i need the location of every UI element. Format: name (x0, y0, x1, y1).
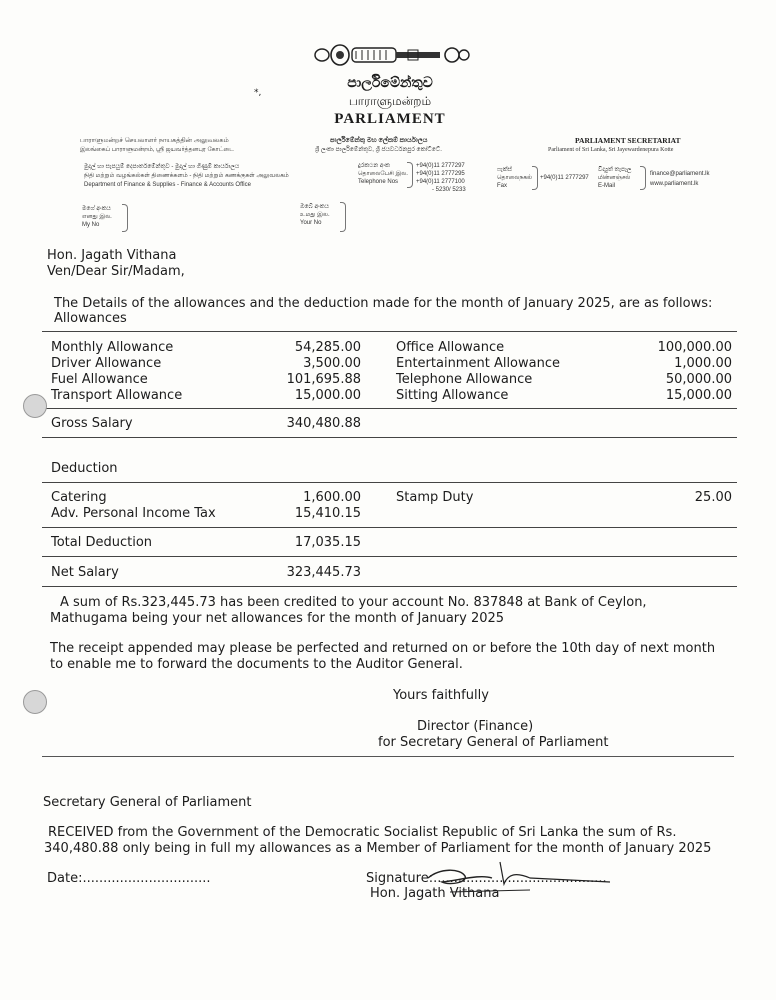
signatory-for-line: for Secretary General of Parliament (378, 735, 609, 750)
signature-field[interactable]: Signature:.......................................... (366, 871, 607, 886)
secretariat-sinhala-line1: පාර්ලිමේන්තු මහ ලේකම් කාර්යාලය (330, 137, 428, 144)
email-label-block: විද්‍යුත් තැපෑල மின்னஞ்சல் E-Mail (598, 167, 632, 189)
secretariat-english-line2: Parliament of Sri Lanka, Sri Jayewardenepura Kotte (548, 147, 674, 153)
fax-label-block: ෆැක්ස් தொலைநகல் Fax (497, 167, 533, 189)
department-line2: நிதி மற்றும் வழங்கல்கள் திணைக்களம் - நிதி மற்றும் கணக்குகள் அலுவலகம் (84, 173, 289, 179)
intro-text: The Details of the allowances and the deduction made for the month of January 2025, are as follows: (54, 296, 713, 311)
deduction-row: Catering 1,600.00 (51, 490, 361, 505)
allowance-row: Telephone Allowance 50,000.00 (396, 372, 732, 387)
allowance-row: Entertainment Allowance 1,000.00 (396, 356, 732, 371)
credit-paragraph: A sum of Rs.323,445.73 has been credited to your account No. 837848 at Bank of Ceylon, Mathugama being your net allowances for the month of January 2025 (50, 595, 647, 626)
receipt-instruction-paragraph: The receipt appended may please be perfected and returned on or before the 10th day of next month to enable me to forward the documents to the Auditor General. (50, 641, 716, 672)
rule-after-deductions (42, 527, 737, 528)
deduction-row: Stamp Duty 25.00 (396, 490, 732, 505)
gross-salary-row: Gross Salary 340,480.88 (51, 416, 361, 431)
rule-after-allowances (42, 408, 737, 409)
salutation: Ven/Dear Sir/Madam, (47, 264, 185, 279)
my-number-brace (122, 204, 128, 232)
rule-after-net (42, 586, 737, 587)
secretariat-english-line1: PARLIAMENT SECRETARIAT (575, 136, 681, 145)
rule-separator-receipt (42, 756, 734, 757)
punch-hole-bottom (23, 690, 47, 714)
deduction-left-list (51, 490, 361, 522)
allowance-row: Monthly Allowance 54,285.00 (51, 340, 361, 355)
total-deduction-row: Total Deduction 17,035.15 (51, 535, 361, 550)
deduction-row: Adv. Personal Income Tax 15,410.15 (51, 506, 361, 521)
allowance-row: Office Allowance 100,000.00 (396, 340, 732, 355)
website: www.parliament.lk (650, 181, 699, 187)
punch-hole-top (23, 394, 47, 418)
fax-number: +94(0)11 2777297 (540, 175, 589, 181)
rule-top (42, 331, 737, 332)
secretariat-sinhala-line2: ශ්‍රී ලංකා පාර්ලිමේන්තුව, ශ්‍රී ජයවර්ධනපුර කෝට්ටේ. (315, 147, 442, 153)
rule-after-gross (42, 437, 737, 438)
my-number-block: මගේ අංකය எனது இல. My No (82, 206, 112, 228)
allowances-right-list (396, 340, 732, 404)
allowance-row: Fuel Allowance 101,695.88 (51, 372, 361, 387)
small-mark: *, (254, 88, 262, 98)
deduction-right-list (396, 490, 732, 506)
telephone-label-block: දුරකථන අංක தொலைபேசி இல. Telephone Nos (358, 163, 408, 185)
deduction-heading: Deduction (51, 461, 118, 476)
allowances-heading: Allowances (54, 311, 127, 326)
handwritten-signature (420, 860, 620, 896)
parliament-mace-emblem (312, 42, 472, 68)
signer-name: Hon. Jagath Vithana (370, 886, 500, 901)
title-sinhala: පාර්ලිමේන්තුව (347, 75, 433, 91)
secretariat-tamil-line1: பாராளுமன்றச் செயலாளர் நாயகத்தின் அலுவலகம் (80, 137, 229, 144)
department-line1: මුදල් හා සැපයුම් දෙපාර්තමේන්තුව - මුදල් හා ගිණුම් කාර්යාලය (84, 164, 240, 170)
telephone-brace (407, 162, 413, 188)
allowances-left-list (51, 340, 361, 404)
rule-after-total (42, 556, 737, 557)
email-address: finance@parliament.lk (650, 171, 710, 177)
email-brace (640, 166, 646, 190)
addressee: Hon. Jagath Vithana (47, 248, 177, 263)
allowance-row: Transport Allowance 15,000.00 (51, 388, 361, 403)
your-number-brace (340, 202, 346, 232)
secretariat-tamil-line2: இலங்கைப் பாராளுமன்றம், ஸ்ரீ ஜயவர்த்தனபுர கோட்டை (80, 147, 235, 153)
net-salary-row: Net Salary 323,445.73 (51, 565, 361, 580)
telephone-numbers: +94(0)11 2777297 +94(0)11 2777295 +94(0)11 2777100 - 5230/ 5233 (416, 163, 466, 193)
receipt-statement: RECEIVED from the Government of the Democratic Socialist Republic of Sri Lanka the sum of Rs. 340,480.88 only being in full my allowances as a Member of Parliament for the month of January 2025 (44, 825, 712, 856)
department-line3: Department of Finance & Supplies - Finance & Accounts Office (84, 182, 251, 188)
signatory-title: Director (Finance) (417, 719, 534, 734)
date-field[interactable]: Date:............................... (47, 871, 211, 886)
your-number-block: ඔබේ අංකය உமது இல. Your No (300, 204, 330, 226)
yours-faithfully: Yours faithfully (393, 688, 489, 703)
rule-after-deduction-heading (42, 482, 737, 483)
title-english: PARLIAMENT (334, 111, 446, 127)
allowance-row: Driver Allowance 3,500.00 (51, 356, 361, 371)
fax-brace (532, 166, 538, 190)
allowance-row: Sitting Allowance 15,000.00 (396, 388, 732, 403)
receipt-addressee: Secretary General of Parliament (43, 795, 252, 810)
title-tamil: பாராளுமன்றம் (348, 94, 432, 108)
